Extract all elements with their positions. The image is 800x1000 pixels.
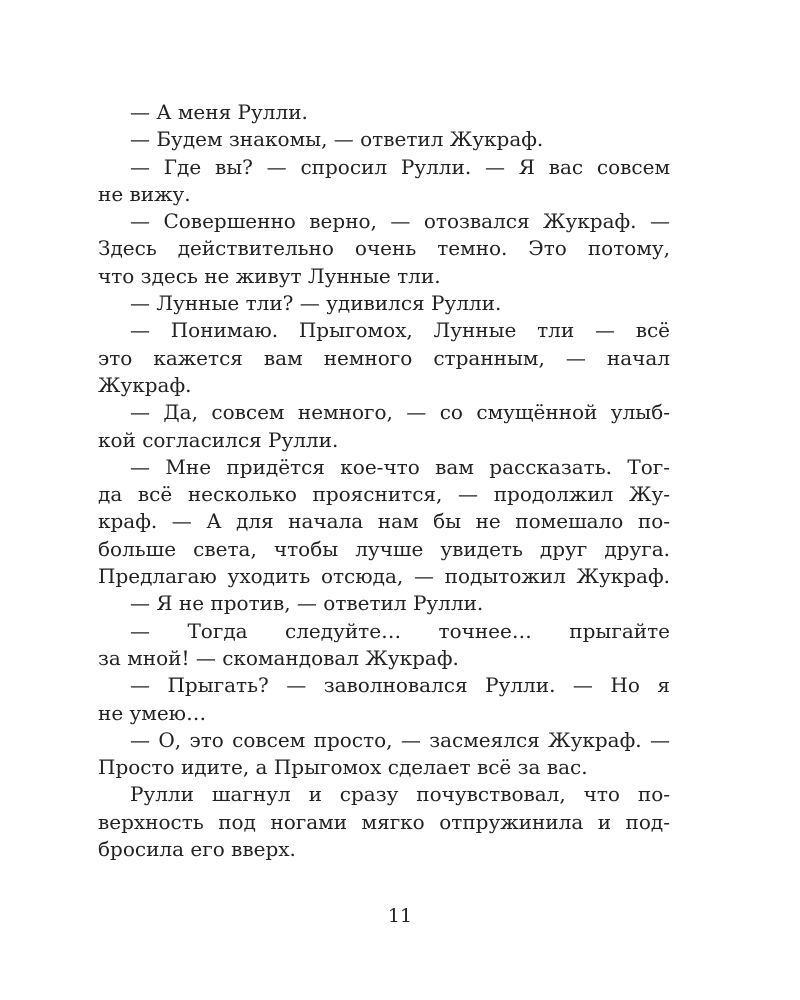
text-line: — Будем знакомы, — ответил Жукраф. xyxy=(130,127,544,152)
text-line: — Прыгать? — заволновался Рулли. — Но я xyxy=(130,673,670,698)
text-line: за мной! — скомандовал Жукраф. xyxy=(98,645,459,670)
text-line: не умею… xyxy=(98,700,207,725)
text-line: больше света, чтобы лучше увидеть друг друга. xyxy=(98,536,670,561)
text-line: — Где вы? — спросил Рулли. — Я вас совсем xyxy=(130,154,670,179)
text-line: Здесь действительно очень темно. Это потому, xyxy=(98,236,670,261)
page-text xyxy=(98,99,670,863)
text-line: что здесь не живут Лунные тли. xyxy=(98,263,441,288)
text-line: — Совершенно верно, — отозвался Жукраф. — xyxy=(130,209,670,234)
text-line: бросила его вверх. xyxy=(98,837,296,862)
text-line: — Понимаю. Прыгомох, Лунные тли — всё xyxy=(130,318,670,343)
text-line: да всё несколько прояснится, — продолжил Жу- xyxy=(98,482,670,507)
text-line: Просто идите, а Прыгомох сделает всё за вас. xyxy=(98,755,588,780)
text-line: — Я не против, — ответил Рулли. xyxy=(130,591,484,616)
text-line: это кажется вам немного странным, — начал xyxy=(98,345,670,370)
text-line: — Да, совсем немного, — со смущённой улыб- xyxy=(130,400,670,425)
text-line: краф. — А для начала нам бы не помешало по- xyxy=(98,509,670,534)
page-number: 11 xyxy=(387,905,413,927)
text-line: — Тогда следуйте… точнее… прыгайте xyxy=(130,618,670,643)
text-line: верхность под ногами мягко отпружинила и под- xyxy=(98,809,670,834)
text-line: Предлагаю уходить отсюда, — подытожил Жукраф. xyxy=(98,564,670,589)
text-line: — Мне придётся кое-что вам рассказать. Тог- xyxy=(130,454,670,479)
text-line: — Лунные тли? — удивился Рулли. xyxy=(130,291,502,316)
text-line: Жукраф. xyxy=(98,372,192,397)
text-line: не вижу. xyxy=(98,181,191,206)
text-line: кой согласился Рулли. xyxy=(98,427,339,452)
text-line: — А меня Рулли. xyxy=(130,100,308,124)
text-line: Рулли шагнул и сразу почувствовал, что по- xyxy=(130,782,670,807)
text-line: — О, это совсем просто, — засмеялся Жукраф. — xyxy=(130,727,670,752)
